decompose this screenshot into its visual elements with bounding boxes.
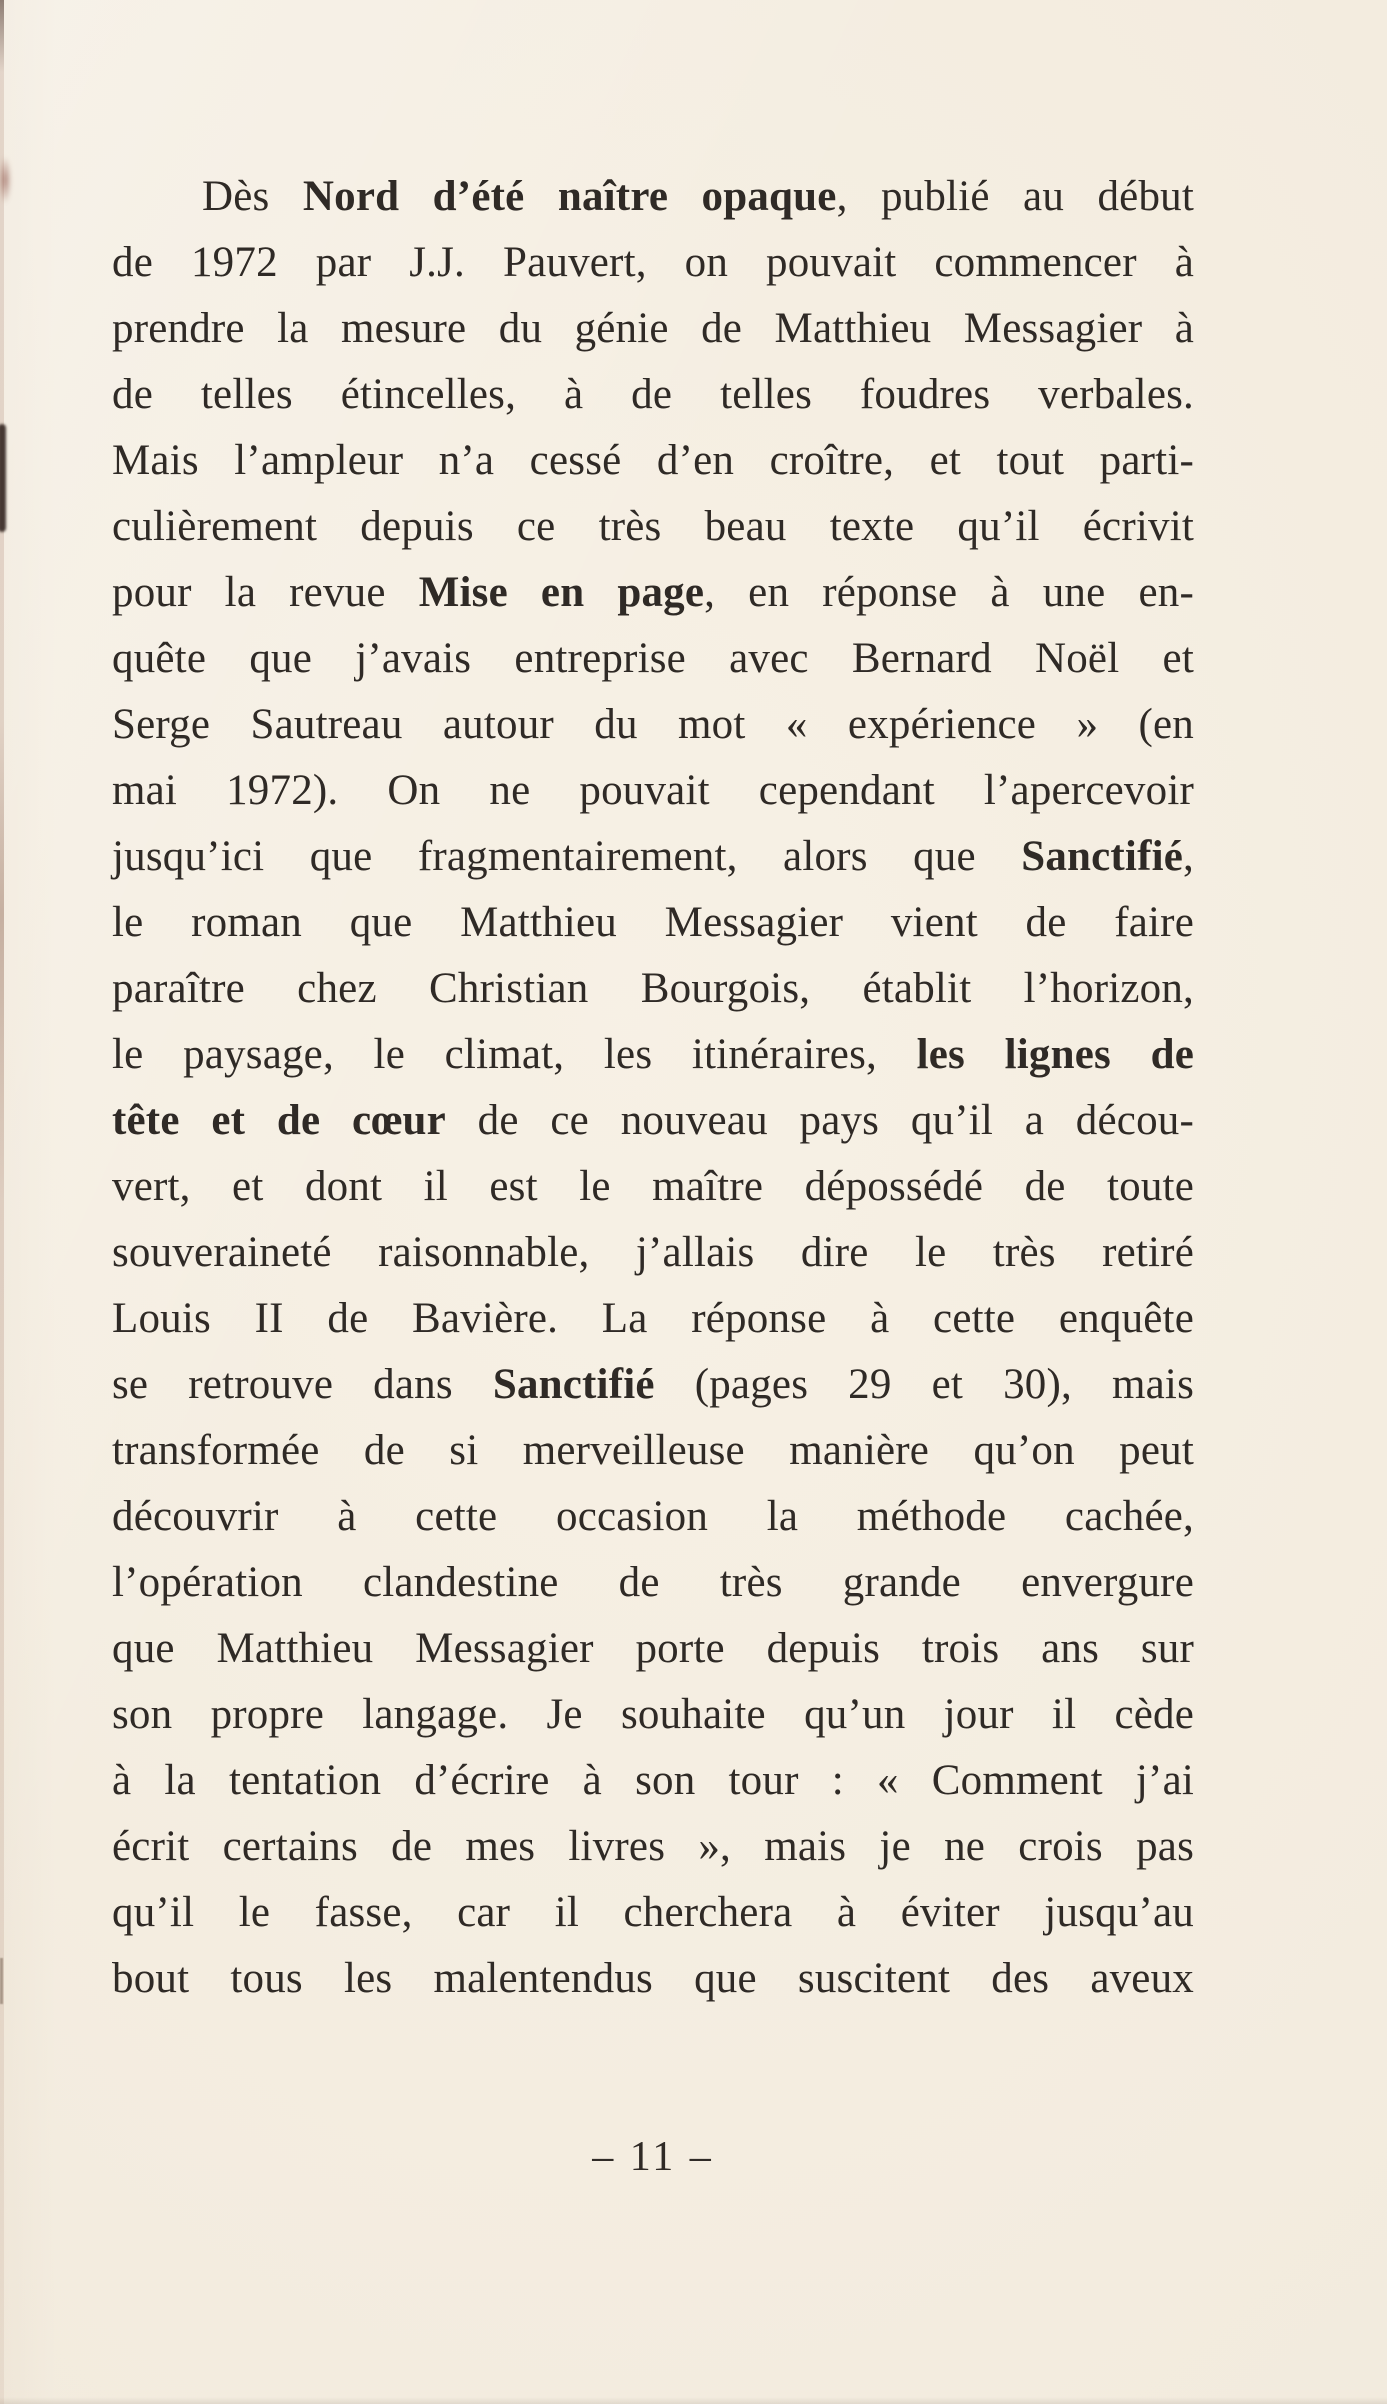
paragraph xyxy=(112,164,1194,2012)
bold-text: Sanctifié xyxy=(492,1361,655,1408)
text-line xyxy=(112,164,1194,230)
text-line xyxy=(112,362,1194,428)
text-line xyxy=(112,494,1194,560)
text-line xyxy=(112,890,1194,956)
body-text: bout tous les malentendus que suscitent des aveux xyxy=(112,1955,1194,2002)
body-text: à la tentation d’écrire à son tour : « Comment j’ai xyxy=(112,1757,1194,1804)
text-line xyxy=(112,626,1194,692)
scan-edge-small-mark xyxy=(0,1958,3,2004)
body-text: l’opération clandestine de très grande envergure xyxy=(112,1559,1194,1606)
body-text: prendre la mesure du génie de Matthieu Messagier à xyxy=(112,305,1194,352)
text-line xyxy=(112,1748,1194,1814)
text-line xyxy=(112,1286,1194,1352)
body-text: pour la revue xyxy=(112,569,419,616)
body-text: de telles étincelles, à de telles foudres verbales. xyxy=(112,371,1194,418)
page-number: – 11 – xyxy=(592,2134,714,2180)
body-text: , en réponse à une en- xyxy=(704,569,1194,616)
text-line xyxy=(112,1682,1194,1748)
bold-text: Nord d’été naître opaque xyxy=(302,173,837,220)
text-line xyxy=(112,560,1194,626)
text-line xyxy=(112,1154,1194,1220)
text-line xyxy=(112,1946,1194,2012)
text-line xyxy=(112,1418,1194,1484)
body-text: le paysage, le climat, les itinéraires, xyxy=(112,1031,917,1078)
body-text: découvrir à cette occasion la méthode cachée, xyxy=(112,1493,1194,1540)
body-text: Dès xyxy=(202,173,303,220)
body-text: Serge Sautreau autour du mot « expérience » (en xyxy=(112,701,1194,748)
body-text: jusqu’ici que fragmentairement, alors que xyxy=(112,833,1022,880)
body-text: le roman que Matthieu Messagier vient de faire xyxy=(112,899,1194,946)
body-text: quête que j’avais entreprise avec Bernard Noël et xyxy=(112,635,1194,682)
body-text: souveraineté raisonnable, j’allais dire le très retiré xyxy=(112,1229,1194,1276)
bold-text: Sanctifié xyxy=(1021,833,1184,880)
text-line xyxy=(112,296,1194,362)
body-text: se retrouve dans xyxy=(112,1361,493,1408)
bold-text: les lignes de xyxy=(916,1031,1194,1078)
body-text: paraître chez Christian Bourgois, établit l’horizon, xyxy=(112,965,1194,1012)
body-text: , xyxy=(1183,833,1194,880)
body-text: de ce nouveau pays qu’il a décou- xyxy=(445,1097,1194,1144)
scan-edge-line xyxy=(0,0,4,2404)
body-text: (pages 29 et 30), mais xyxy=(654,1361,1195,1408)
body-text: que Matthieu Messagier porte depuis trois ans sur xyxy=(112,1625,1194,1672)
text-line xyxy=(112,230,1194,296)
text-line xyxy=(112,758,1194,824)
scan-edge-dark-mark xyxy=(0,424,6,532)
bold-text: Mise en page xyxy=(418,569,705,616)
text-line xyxy=(112,824,1194,890)
text-line xyxy=(112,428,1194,494)
body-text: son propre langage. Je souhaite qu’un jour il cède xyxy=(112,1691,1194,1738)
body-text: Louis II de Bavière. La réponse à cette enquête xyxy=(112,1295,1194,1342)
text-line xyxy=(112,1022,1194,1088)
text-line xyxy=(112,1814,1194,1880)
body-text: qu’il le fasse, car il cherchera à éviter jusqu’au xyxy=(112,1889,1194,1936)
body-text: culièrement depuis ce très beau texte qu’il écrivit xyxy=(112,503,1194,550)
body-text: transformée de si merveilleuse manière qu’on peut xyxy=(112,1427,1194,1474)
text-line xyxy=(112,1484,1194,1550)
body-text: écrit certains de mes livres », mais je ne crois pas xyxy=(112,1823,1194,1870)
body-text: de 1972 par J.J. Pauvert, on pouvait commencer à xyxy=(112,239,1194,286)
text-line xyxy=(112,1880,1194,1946)
text-line xyxy=(112,692,1194,758)
text-line xyxy=(112,1616,1194,1682)
body-text: , publié au début xyxy=(836,173,1195,220)
text-line xyxy=(112,1088,1194,1154)
body-text: vert, et dont il est le maître dépossédé de toute xyxy=(112,1163,1194,1210)
text-line xyxy=(112,1550,1194,1616)
scan-edge-smudge xyxy=(0,148,14,212)
body-text: Mais l’ampleur n’a cessé d’en croître, et tout parti- xyxy=(112,437,1194,484)
text-line xyxy=(112,956,1194,1022)
text-line xyxy=(112,1352,1194,1418)
bold-text: tête et de cœur xyxy=(112,1097,446,1144)
text-line xyxy=(112,1220,1194,1286)
body-text: mai 1972). On ne pouvait cependant l’apercevoir xyxy=(112,767,1194,814)
